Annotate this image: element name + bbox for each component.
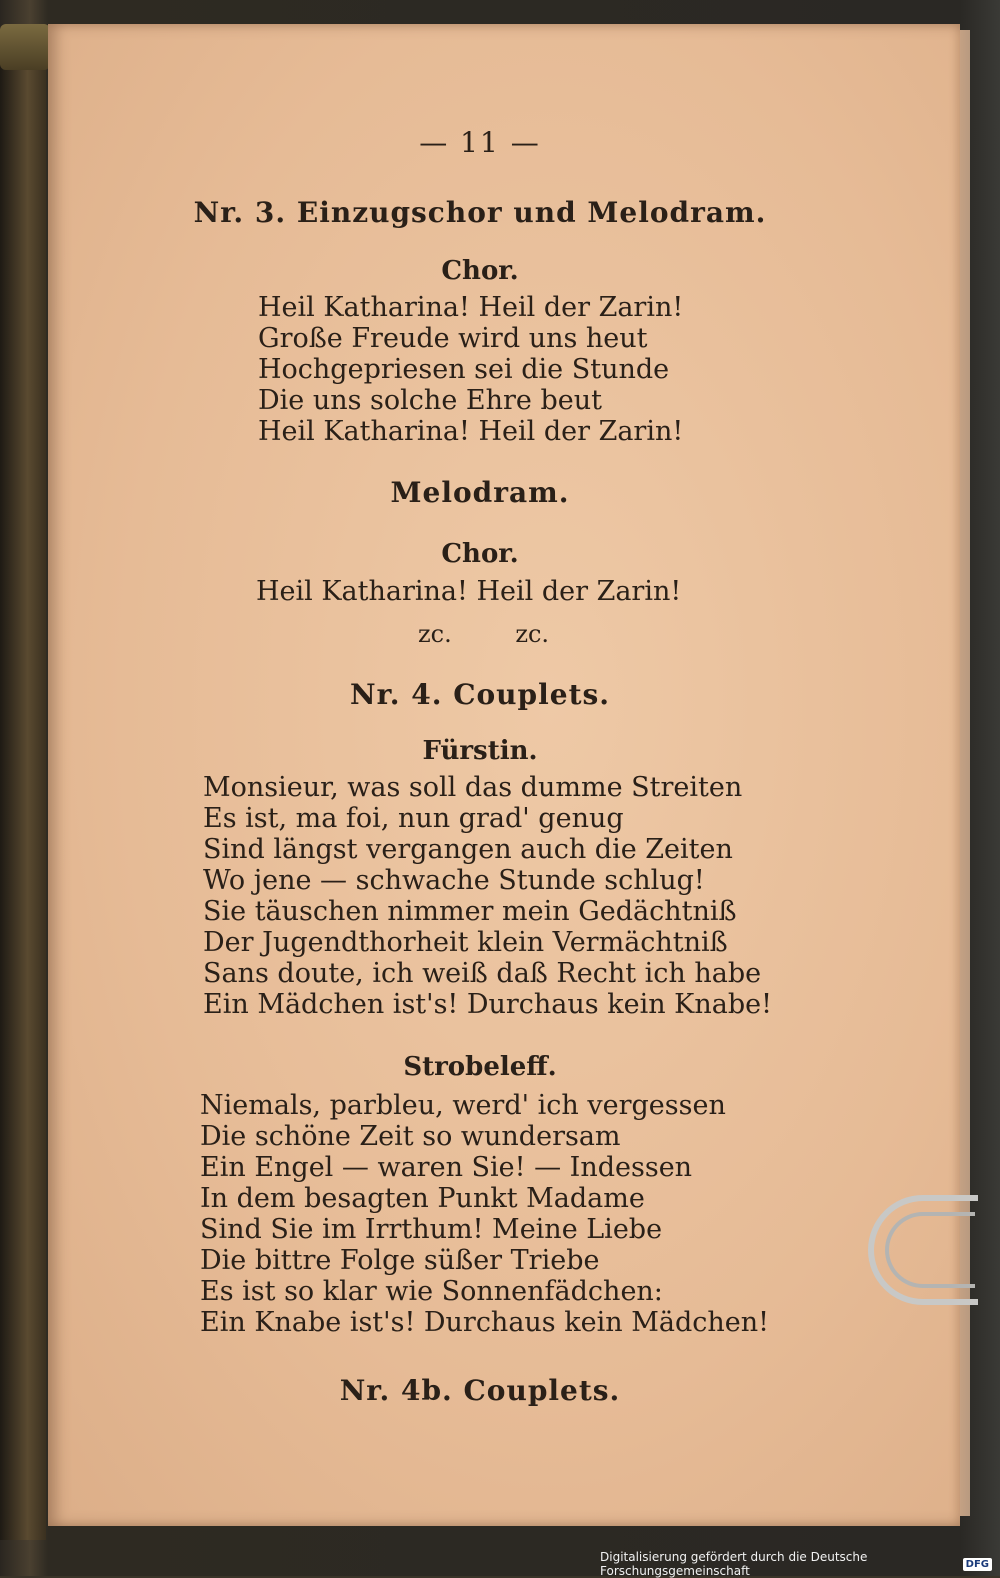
speaker-chor-2: Chor. xyxy=(441,539,519,569)
fuerstin-verse xyxy=(203,772,772,1020)
speaker-fuerstin: Fürstin. xyxy=(422,736,538,766)
section-4b-heading: Nr. 4b. Couplets. xyxy=(339,1374,621,1407)
verse-line: Die bittre Folge süßer Triebe xyxy=(200,1245,600,1276)
verse-line: Hochgepriesen sei die Stunde xyxy=(258,354,670,385)
verse-line: Monsieur, was soll das dumme Streiten xyxy=(203,772,743,803)
verse-line: Heil Katharina! Heil der Zarin! xyxy=(258,416,684,447)
digitization-footer xyxy=(600,1552,1000,1576)
verse-line: Sind längst vergangen auch die Zeiten xyxy=(203,834,733,865)
chor-1-verse xyxy=(258,292,683,447)
page-content xyxy=(48,24,960,1526)
verse-line: Niemals, parbleu, werd' ich vergessen xyxy=(200,1090,726,1121)
verse-line: Ein Knabe ist's! Durchaus kein Mädchen! xyxy=(200,1307,769,1338)
speaker-chor-1: Chor. xyxy=(441,256,519,286)
etc-marker: zc. zc. xyxy=(418,620,550,648)
verse-line: Heil Katharina! Heil der Zarin! xyxy=(256,576,682,607)
dfg-logo: DFG xyxy=(963,1558,992,1571)
section-4-heading: Nr. 4. Couplets. xyxy=(349,678,611,711)
speaker-strobeleff: Strobeleff. xyxy=(403,1052,557,1082)
strobeleff-verse xyxy=(200,1090,769,1338)
verse-line: Es ist so klar wie Sonnenfädchen: xyxy=(200,1276,663,1307)
verse-line: Heil Katharina! Heil der Zarin! xyxy=(258,292,684,323)
verse-line: Ein Engel — waren Sie! — Indessen xyxy=(200,1152,693,1183)
chor-2-verse xyxy=(256,576,681,607)
section-3-heading: Nr. 3. Einzugschor und Melodram. xyxy=(193,196,767,229)
verse-line: In dem besagten Punkt Madame xyxy=(200,1183,645,1214)
page-number: — 11 — xyxy=(419,126,541,159)
verse-line: Große Freude wird uns heut xyxy=(258,323,648,354)
paperclip-inner-loop xyxy=(885,1212,975,1288)
verse-line: Sans doute, ich weiß daß Recht ich habe xyxy=(203,958,762,989)
verse-line: Sind Sie im Irrthum! Meine Liebe xyxy=(200,1214,663,1245)
verse-line: Sie täuschen nimmer mein Gedächtniß xyxy=(203,896,737,927)
verse-line: Es ist, ma foi, nun grad' genug xyxy=(203,803,624,834)
book-clasp xyxy=(0,24,50,70)
melodram-heading: Melodram. xyxy=(390,476,570,509)
verse-line: Die uns solche Ehre beut xyxy=(258,385,602,416)
verse-line: Der Jugendthorheit klein Vermächtniß xyxy=(203,927,728,958)
verse-line: Die schöne Zeit so wundersam xyxy=(200,1121,621,1152)
verse-line: Ein Mädchen ist's! Durchaus kein Knabe! xyxy=(203,989,772,1020)
footer-credit-text: Digitalisierung gefördert durch die Deutsche Forschungsgemeinschaft xyxy=(600,1550,868,1578)
verse-line: Wo jene — schwache Stunde schlug! xyxy=(203,865,705,896)
